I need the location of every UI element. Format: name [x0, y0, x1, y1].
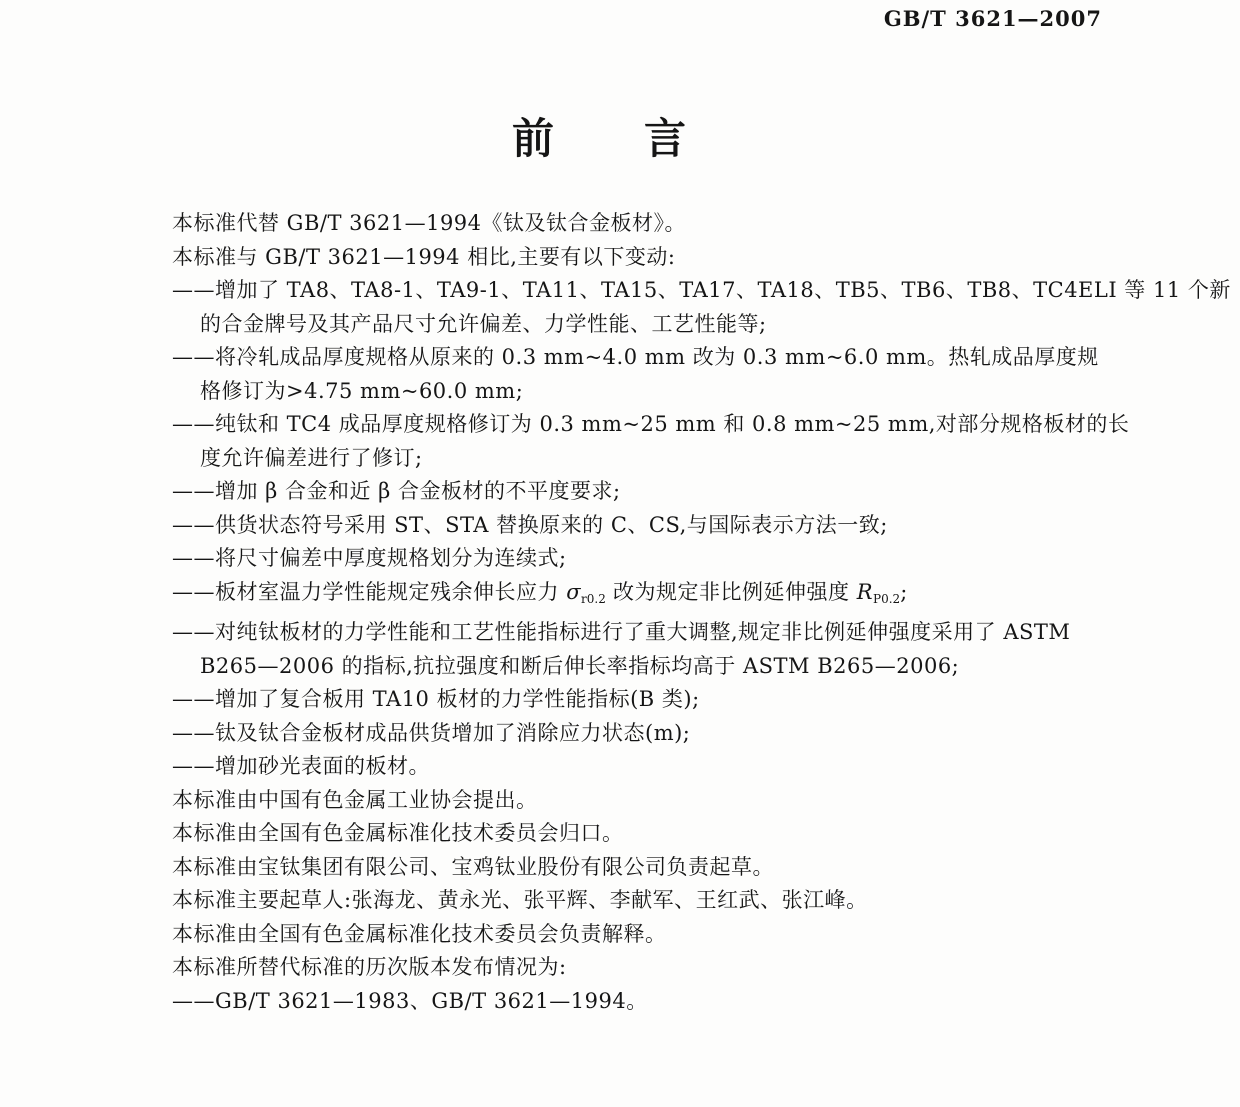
formula-mid-text: 改为规定非比例延伸强度: [605, 579, 857, 604]
document-line: 格修订为>4.75 mm~60.0 mm;: [200, 378, 524, 403]
document-line: ——增加砂光表面的板材。: [172, 754, 430, 778]
formula-end-text: ;: [900, 579, 908, 604]
document-line: ——GB/T 3621—1983、GB/T 3621—1994。: [172, 988, 648, 1013]
document-line: 度允许偏差进行了修订;: [200, 445, 423, 470]
sigma-symbol: σ: [566, 579, 582, 604]
document-line: 本标准由全国有色金属标准化技术委员会归口。: [172, 821, 624, 845]
document-line: ——将冷轧成品厚度规格从原来的 0.3 mm~4.0 mm 改为 0.3 mm~6.0 mm。热轧成品厚度规: [172, 345, 1099, 369]
document-line-formula: [172, 576, 1132, 617]
formula-pre-text: ——板材室温力学性能规定残余伸长应力: [172, 579, 567, 604]
document-line: 本标准所替代标准的历次版本发布情况为:: [172, 955, 567, 979]
r-symbol: R: [856, 579, 874, 604]
document-line: ——将尺寸偏差中厚度规格划分为连续式;: [172, 546, 567, 570]
r-subscript: P0.2: [873, 591, 901, 606]
document-line: 本标准由全国有色金属标准化技术委员会负责解释。: [172, 921, 667, 946]
document-line: 本标准主要起草人:张海龙、黄永光、张平辉、李献军、王红武、张江峰。: [172, 888, 868, 912]
document-line: ——增加了 TA8、TA8-1、TA9-1、TA11、TA15、TA17、TA18、TB5、TB6、TB8、TC4ELI 等 11 个新: [172, 278, 1231, 302]
document-line: 本标准由宝钛集团有限公司、宝鸡钛业股份有限公司负责起草。: [172, 854, 774, 879]
document-body: [172, 207, 1231, 1018]
document-line: ——纯钛和 TC4 成品厚度规格修订为 0.3 mm~25 mm 和 0.8 mm~25 mm,对部分规格板材的长: [172, 412, 1130, 436]
sigma-subscript: r0.2: [581, 591, 606, 606]
document-line: ——钛及钛合金板材成品供货增加了消除应力状态(m);: [172, 720, 691, 745]
document-line: 本标准与 GB/T 3621—1994 相比,主要有以下变动:: [172, 244, 676, 269]
document-line: 的合金牌号及其产品尺寸允许偏差、力学性能、工艺性能等;: [200, 311, 767, 336]
document-line: ——增加 β 合金和近 β 合金板材的不平度要求;: [172, 479, 621, 503]
document-line: B265—2006 的指标,抗拉强度和断后伸长率指标均高于 ASTM B265—2006;: [200, 653, 960, 678]
document-line: 本标准由中国有色金属工业协会提出。: [172, 787, 538, 812]
document-line: 本标准代替 GB/T 3621—1994《钛及钛合金板材》。: [172, 211, 687, 235]
standard-code-header: GB/T 3621—2007: [883, 6, 1102, 31]
document-line: ——供货状态符号采用 ST、STA 替换原来的 C、CS,与国际表示方法一致;: [172, 512, 888, 537]
page-title: 前 言: [511, 114, 688, 163]
document-line: ——对纯钛板材的力学性能和工艺性能指标进行了重大调整,规定非比例延伸强度采用了 ASTM: [172, 620, 1071, 644]
document-line: ——增加了复合板用 TA10 板材的力学性能指标(B 类);: [172, 687, 700, 711]
